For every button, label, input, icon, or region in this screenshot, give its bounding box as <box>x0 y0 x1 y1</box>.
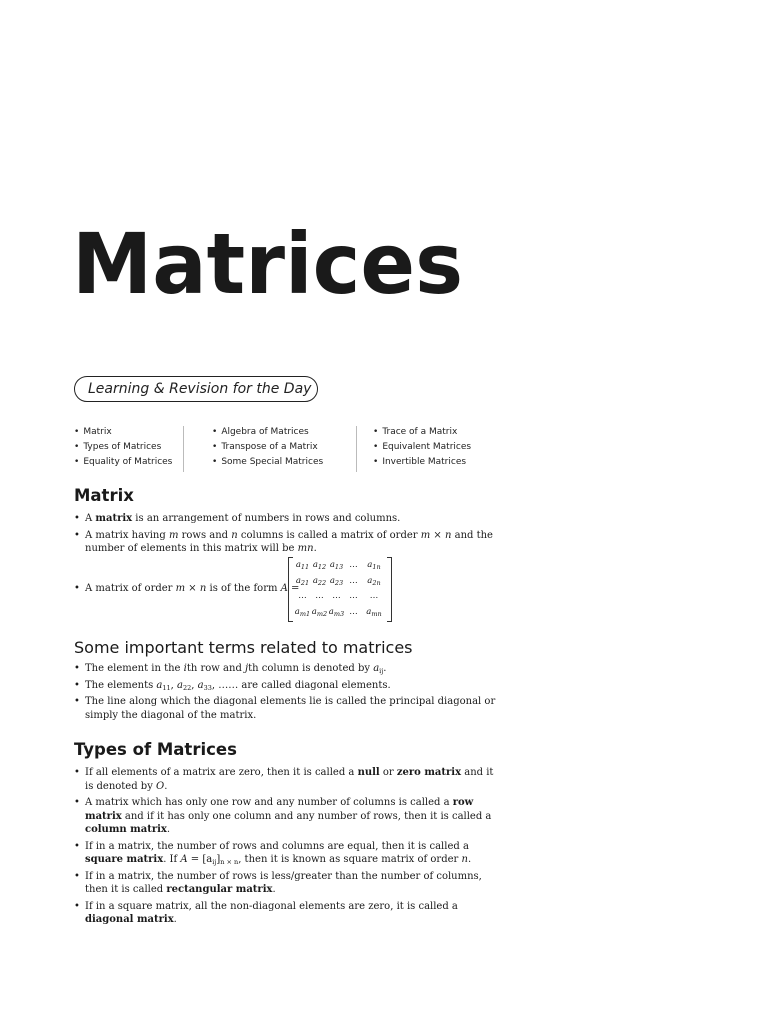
section-heading-terms: Some important terms related to matrices <box>74 638 413 657</box>
matrix-cell: $a_{23}$ <box>329 575 344 587</box>
topics-list <box>74 426 494 472</box>
matrix-cell: $a_{m1}$ <box>294 606 311 618</box>
topic-item: • Transpose of a Matrix <box>212 441 323 456</box>
topic-item: • Types of Matrices <box>74 441 172 456</box>
types-bullets <box>74 766 504 927</box>
matrix-cell: … <box>349 575 358 586</box>
topics-column-2 <box>212 426 323 471</box>
bullet-item: • A matrix is an arrangement of numbers in rows and columns. <box>74 512 504 526</box>
matrix-row <box>294 558 386 574</box>
matrix-cell: $a_{2n}$ <box>367 575 381 587</box>
topics-column-1 <box>74 426 172 471</box>
matrix-cell: $a_{22}$ <box>312 575 327 587</box>
bullet-item: • The elements $a_{11}$, $a_{22}$, $a_{33}$, …… are called diagonal elements. <box>74 679 504 693</box>
matrix-cell: $a_{m3}$ <box>328 606 345 618</box>
matrix-cell: $a_{12}$ <box>312 560 327 571</box>
chapter-title: Matrices <box>72 215 464 313</box>
matrix-bullets <box>74 512 504 556</box>
matrix-cell: $a_{11}$ <box>295 560 310 571</box>
matrix-cell: … <box>332 591 341 601</box>
column-divider <box>183 426 184 472</box>
bullet-item: • The line along which the diagonal elements lie is called the principal diagonal or simply the diagonal of the matrix. <box>74 695 504 722</box>
bullet-item: • If all elements of a matrix are zero, then it is called a null or zero matrix and it is denoted by O. <box>74 766 504 793</box>
section-heading-matrix: Matrix <box>74 486 134 505</box>
section-heading-types: Types of Matrices <box>74 740 237 759</box>
matrix-cell: … <box>349 591 358 601</box>
bullet-item: • The element in the ith row and jth column is denoted by $a_{ij}$. <box>74 662 504 676</box>
topic-item: • Equivalent Matrices <box>373 441 471 456</box>
matrix-row <box>294 574 386 590</box>
matrix-cell: $a_{1n}$ <box>367 560 381 571</box>
bullet-item: • A matrix having m rows and n columns is called a matrix of order m × n and the number of elements in this matrix will be mn. <box>74 529 504 556</box>
matrix-row <box>294 589 386 605</box>
matrix-cell: $a_{m2}$ <box>311 606 328 618</box>
bullet-item: • If in a matrix, the number of rows is less/greater than the number of columns, then it is called rectangular matrix. <box>74 870 504 897</box>
general-matrix <box>288 556 392 622</box>
topic-item: • Matrix <box>74 426 172 441</box>
topic-item: • Some Special Matrices <box>212 456 323 471</box>
topic-item: • Trace of a Matrix <box>373 426 471 441</box>
terms-bullets <box>74 662 504 722</box>
matrix-row <box>294 605 386 621</box>
left-bracket <box>288 557 293 622</box>
matrix-form-row <box>74 556 504 622</box>
right-bracket <box>387 557 392 622</box>
bullet-item: • If in a square matrix, all the non-diagonal elements are zero, it is called a diagonal matrix. <box>74 900 504 927</box>
matrix-cell: $a_{13}$ <box>329 560 344 571</box>
topic-item: • Equality of Matrices <box>74 456 172 471</box>
matrix-cell: … <box>349 606 358 617</box>
matrix-cell: $a_{21}$ <box>295 575 310 587</box>
column-divider <box>356 426 357 472</box>
matrix-cell: … <box>298 591 307 601</box>
topic-item: • Algebra of Matrices <box>212 426 323 441</box>
matrix-grid <box>294 558 386 620</box>
matrix-cell: … <box>349 560 358 570</box>
matrix-cell: $a_{mn}$ <box>366 606 382 618</box>
topic-item: • Invertible Matrices <box>373 456 471 471</box>
matrix-cell: … <box>315 591 324 601</box>
matrix-cell: … <box>369 591 379 601</box>
bullet-item: • If in a matrix, the number of rows and columns are equal, then it is called a square matrix. If $A = [a_{ij}]_{n \times n}$, then it is known as square matrix of order n. <box>74 840 504 867</box>
topics-column-3 <box>373 426 471 471</box>
matrix-form-text: • A matrix of order m × n is of the form A = <box>74 583 299 594</box>
bullet-item: • A matrix which has only one row and any number of columns is called a row matrix and if it has only one column and any number of rows, then it is called a column matrix. <box>74 796 504 837</box>
revision-heading: Learning & Revision for the Day <box>74 376 318 402</box>
